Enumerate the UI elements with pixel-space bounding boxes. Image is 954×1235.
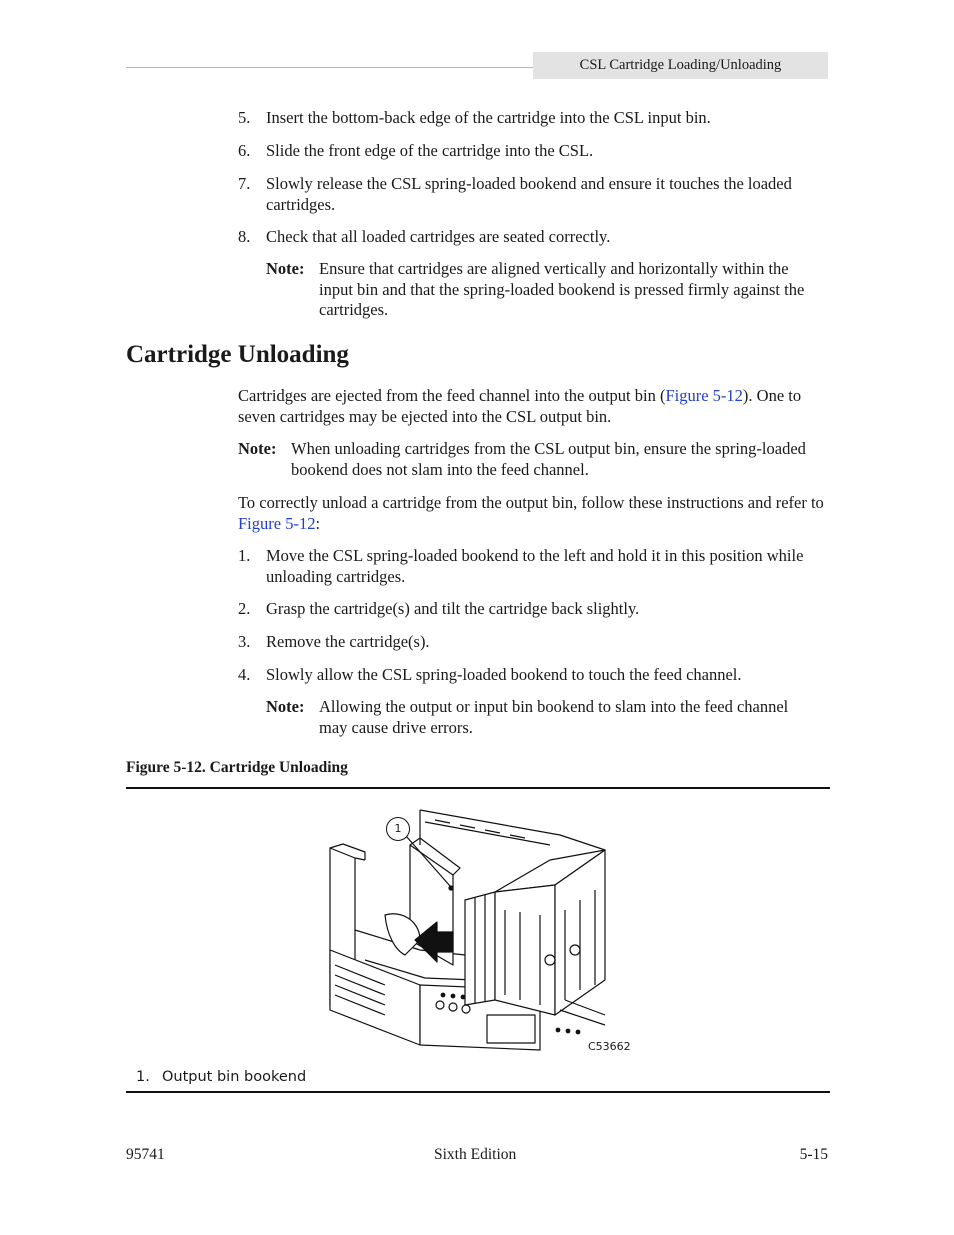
instructions-paragraph — [238, 493, 828, 534]
note-text: Ensure that cartridges are aligned vertically and horizontally within the input bin and that the spring-loaded bookend is pressed firmly against the cartridges. — [319, 259, 805, 319]
figure-bottom-rule — [126, 1091, 830, 1093]
page-number: 5-15 — [799, 1146, 828, 1163]
list-item — [238, 632, 828, 653]
list-item — [238, 665, 828, 686]
legend-text: Output bin bookend — [162, 1069, 307, 1085]
note-label: Note: — [238, 439, 277, 458]
step-number: 3. — [238, 632, 251, 651]
note — [266, 697, 828, 739]
step-number: 2. — [238, 599, 251, 618]
list-item — [238, 174, 828, 216]
figure-caption: Figure 5-12. Cartridge Unloading — [126, 759, 348, 776]
intro-paragraph — [238, 386, 828, 427]
step-text: Remove the cartridge(s). — [266, 632, 430, 651]
list-item — [238, 546, 828, 588]
doc-number: 95741 — [126, 1146, 165, 1163]
running-header: CSL Cartridge Loading/Unloading — [533, 52, 828, 79]
intro-text-2: ). One to seven cartridges may be ejected into the CSL output bin. — [238, 386, 802, 426]
step-text: Slowly release the CSL spring-loaded bookend and ensure it touches the loaded cartridges. — [266, 174, 792, 214]
step-number: 5. — [238, 108, 251, 127]
list-item — [238, 108, 828, 129]
step-text: Move the CSL spring-loaded bookend to the left and hold it in this position while unloading cartridges. — [266, 546, 804, 586]
note-text: Allowing the output or input bin bookend to slam into the feed channel may cause drive errors. — [319, 697, 789, 737]
step-text: Insert the bottom-back edge of the cartridge into the CSL input bin. — [266, 108, 711, 127]
figure-link[interactable]: Figure 5-12 — [238, 513, 316, 533]
figure-top-rule — [126, 787, 830, 789]
legend-number: 1. — [136, 1069, 150, 1085]
instr-text-2: : — [315, 513, 321, 533]
list-item — [238, 227, 828, 248]
note — [266, 259, 828, 323]
step-number: 7. — [238, 174, 251, 193]
callout-number: 1 — [386, 817, 410, 841]
intro-text-1: Cartridges are ejected from the feed channel into the output bin ( — [238, 386, 666, 405]
section-heading: Cartridge Unloading — [126, 341, 349, 368]
list-item — [238, 599, 828, 620]
step-text: Grasp the cartridge(s) and tilt the cartridge back slightly. — [266, 599, 640, 618]
step-number: 8. — [238, 227, 251, 246]
step-number: 6. — [238, 141, 251, 160]
header-rule — [126, 67, 534, 68]
cartridge-unloading-illustration — [325, 800, 635, 1060]
step-text: Slide the front edge of the cartridge into the CSL. — [266, 141, 594, 160]
note-label: Note: — [266, 259, 305, 278]
figure-link[interactable]: Figure 5-12 — [665, 386, 743, 405]
figure-art-id: C53662 — [588, 1040, 631, 1053]
step-number: 4. — [238, 665, 251, 684]
list-item — [238, 141, 828, 162]
step-text: Slowly allow the CSL spring-loaded bookend to touch the feed channel. — [266, 665, 742, 684]
edition: Sixth Edition — [434, 1146, 517, 1163]
step-text: Check that all loaded cartridges are seated correctly. — [266, 227, 611, 246]
note-text: When unloading cartridges from the CSL output bin, ensure the spring-loaded bookend does not slam into the feed channel. — [291, 439, 806, 479]
step-number: 1. — [238, 546, 251, 565]
note — [238, 439, 828, 481]
instr-text-1: To correctly unload a cartridge from the output bin, follow these instructions and refer to — [238, 493, 824, 512]
note-label: Note: — [266, 697, 305, 716]
